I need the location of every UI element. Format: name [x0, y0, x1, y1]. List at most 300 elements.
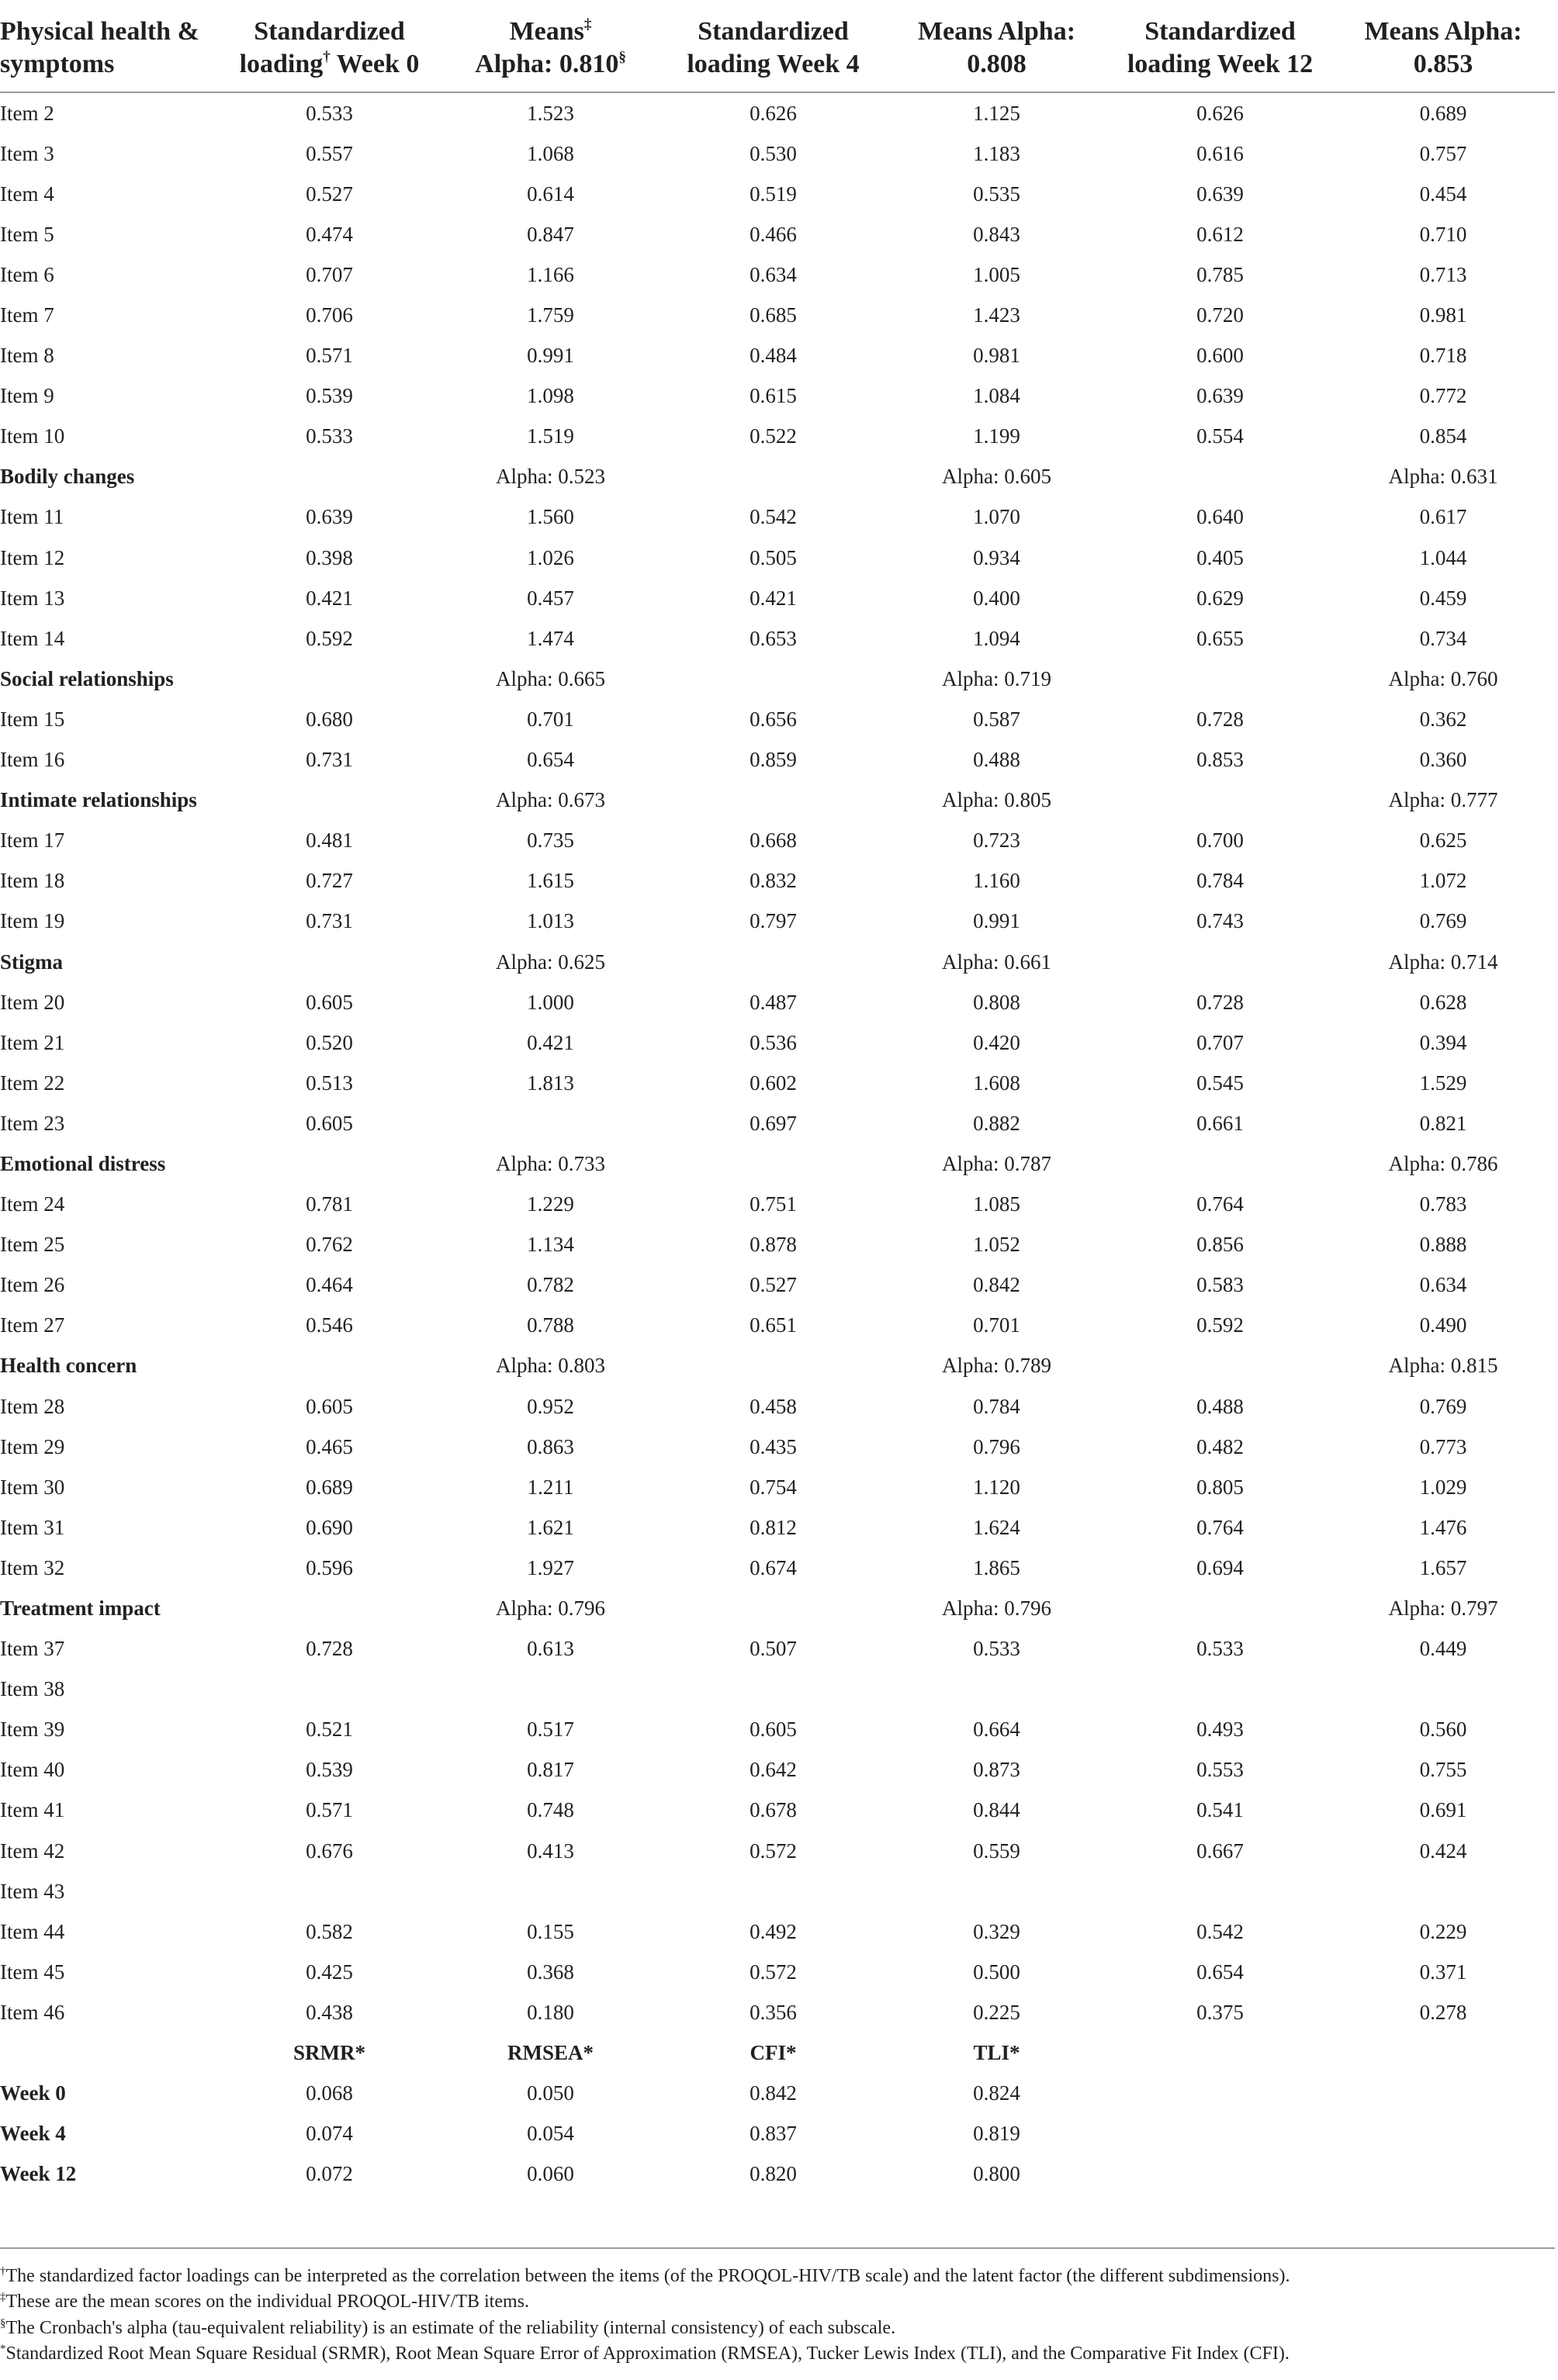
table-cell: 0.847 [527, 222, 574, 246]
row-label: Item 38 [0, 1677, 65, 1701]
table-cell: 0.421 [750, 586, 797, 610]
table-cell: 0.600 [1196, 344, 1244, 368]
table-cell: 0.728 [1196, 990, 1244, 1014]
row-label: Bodily changes [0, 465, 135, 489]
table-cell: 1.474 [527, 626, 574, 650]
table-cell: 0.691 [1419, 1798, 1467, 1822]
table-cell: 0.805 [1196, 1475, 1244, 1499]
row-label: Item 27 [0, 1313, 65, 1337]
table-cell: 0.674 [750, 1555, 797, 1579]
table-cell: Alpha: 0.719 [942, 666, 1051, 690]
footnote [0, 2289, 1555, 2315]
table-cell: 0.706 [306, 303, 353, 327]
header-means-week0: Means‡ Alpha: 0.810§ [475, 16, 626, 78]
table-cell: 1.026 [527, 545, 574, 569]
table-cell: 0.639 [1196, 384, 1244, 408]
table-cell [1331, 1669, 1555, 1710]
table-cell: 0.655 [1196, 626, 1244, 650]
table-cell: 0.773 [1419, 1434, 1467, 1458]
table-cell [662, 942, 885, 982]
table-cell: 0.842 [973, 1273, 1020, 1297]
row-label: Item 44 [0, 1919, 65, 1943]
table-cell: 0.542 [750, 505, 797, 529]
table-cell: 1.211 [527, 1475, 574, 1499]
fit-index-value: 0.824 [973, 2081, 1020, 2105]
table-row [0, 861, 1555, 901]
table-cell: 0.878 [750, 1233, 797, 1257]
table-cell: 0.527 [306, 182, 353, 206]
table-cell: Alpha: 0.786 [1388, 1151, 1498, 1175]
footnote-symbol: * [0, 2343, 6, 2356]
row-label: Item 29 [0, 1434, 65, 1458]
row-label: Item 25 [0, 1233, 65, 1257]
table-cell [220, 780, 439, 821]
table-cell: 0.668 [750, 829, 797, 853]
table-cell [662, 1588, 885, 1628]
table-cell: 0.629 [1196, 586, 1244, 610]
row-label: Item 17 [0, 829, 65, 853]
table-cell: 1.813 [527, 1071, 574, 1095]
table-cell: 0.784 [1196, 869, 1244, 893]
table-cell: 0.457 [527, 586, 574, 610]
table-cell: Alpha: 0.815 [1388, 1354, 1498, 1378]
table-row [0, 174, 1555, 214]
table-cell: 1.072 [1419, 869, 1467, 893]
table-cell: 0.435 [750, 1434, 797, 1458]
table-row [0, 1710, 1555, 1750]
table-row [0, 982, 1555, 1022]
row-label: Item 18 [0, 869, 65, 893]
table-cell: 1.125 [973, 101, 1020, 125]
table-row [0, 1992, 1555, 2032]
table-cell: 0.522 [750, 424, 797, 448]
table-cell: 0.690 [306, 1515, 353, 1539]
table-row [0, 1911, 1555, 1952]
table-row [0, 1831, 1555, 1871]
table-cell: 0.785 [1196, 262, 1244, 286]
results-table [0, 11, 1555, 2195]
table-cell: 0.676 [306, 1839, 353, 1863]
table-cell: 0.520 [306, 1030, 353, 1054]
table-row [0, 1467, 1555, 1507]
table-cell: 0.678 [750, 1798, 797, 1822]
row-label: Item 41 [0, 1798, 65, 1822]
table-cell: Alpha: 0.796 [496, 1596, 605, 1621]
table-cell: 0.685 [750, 303, 797, 327]
row-label: Item 39 [0, 1718, 65, 1742]
fit-index-value: 0.819 [973, 2122, 1020, 2146]
table-cell: 0.788 [527, 1313, 574, 1337]
table-cell: 1.029 [1419, 1475, 1467, 1499]
table-cell [662, 1669, 885, 1710]
table-cell: 0.844 [973, 1798, 1020, 1822]
fit-index-value: 0.074 [306, 2122, 353, 2146]
table-cell: 0.628 [1419, 990, 1467, 1014]
row-label: Item 32 [0, 1555, 65, 1579]
table-cell: 0.492 [750, 1919, 797, 1943]
table-cell: 0.613 [527, 1637, 574, 1661]
table-cell: 0.474 [306, 222, 353, 246]
table-cell: 0.454 [1419, 182, 1467, 206]
row-label: Item 13 [0, 586, 65, 610]
table-cell: Alpha: 0.777 [1388, 788, 1498, 812]
table-cell: 0.449 [1419, 1637, 1467, 1661]
row-label: Item 45 [0, 1960, 65, 1984]
row-label: Item 3 [0, 141, 54, 165]
table-cell: 0.553 [1196, 1758, 1244, 1782]
fit-index-value: 0.072 [306, 2162, 353, 2186]
fit-index-value: 0.820 [750, 2162, 797, 2186]
fit-row-label: Week 12 [0, 2162, 77, 2186]
table-cell [220, 659, 439, 699]
table-cell: 0.481 [306, 829, 353, 853]
table-cell: 0.517 [527, 1718, 574, 1742]
table-cell: 1.000 [527, 990, 574, 1014]
table-cell: 1.094 [973, 626, 1020, 650]
table-cell: 0.859 [750, 748, 797, 772]
table-cell: 0.796 [973, 1434, 1020, 1458]
table-cell [662, 457, 885, 497]
table-cell [220, 1143, 439, 1184]
table-cell: 1.070 [973, 505, 1020, 529]
table-cell: 1.621 [527, 1515, 574, 1539]
table-row [0, 1790, 1555, 1831]
row-label: Social relationships [0, 666, 174, 690]
table-row [0, 1750, 1555, 1790]
table-cell: 0.225 [973, 2000, 1020, 2024]
table-cell: 0.697 [750, 1111, 797, 1135]
table-cell: 1.183 [973, 141, 1020, 165]
table-row [0, 1103, 1555, 1143]
table-cell: 0.438 [306, 2000, 353, 2024]
section-row [0, 780, 1555, 821]
footnote-text: The standardized factor loadings can be interpreted as the correlation between the items (of the PROQOL-HIV/TB scale) and the latent factor (the different subdimensions). [5, 2266, 1290, 2286]
footnote-text: Standardized Root Mean Square Residual (SRMR), Root Mean Square Error of Approximation (RMSEA), Tucker Lewis Index (TLI), and the Comparative Fit Index (CFI). [5, 2344, 1290, 2364]
table-cell [220, 942, 439, 982]
table-cell: 0.458 [750, 1394, 797, 1418]
empty-cell [1331, 2154, 1555, 2195]
table-cell [1109, 1588, 1331, 1628]
table-cell: 0.596 [306, 1555, 353, 1579]
table-cell [662, 1346, 885, 1386]
table-cell: 0.545 [1196, 1071, 1244, 1095]
table-cell: 0.229 [1419, 1919, 1467, 1943]
table-cell: 1.134 [527, 1233, 574, 1257]
table-cell [439, 1871, 662, 1911]
table-cell: 0.368 [527, 1960, 574, 1984]
header-means-week4: Means Alpha: 0.808 [917, 17, 1076, 78]
table-cell: 0.571 [306, 344, 353, 368]
table-row [0, 1548, 1555, 1588]
table-cell: 1.085 [973, 1192, 1020, 1216]
table-cell: 1.084 [973, 384, 1020, 408]
table-cell: 0.513 [306, 1071, 353, 1095]
row-label: Item 37 [0, 1637, 65, 1661]
table-cell: 1.927 [527, 1555, 574, 1579]
row-label: Item 28 [0, 1394, 65, 1418]
row-label: Stigma [0, 950, 63, 974]
table-cell: 0.559 [973, 1839, 1020, 1863]
table-cell: 0.797 [750, 909, 797, 933]
table-cell: 0.546 [306, 1313, 353, 1337]
table-cell: 0.873 [973, 1758, 1020, 1782]
fit-index-header: TLI* [973, 2041, 1020, 2065]
row-label: Item 31 [0, 1515, 65, 1539]
table-cell: 0.405 [1196, 545, 1244, 569]
table-cell: 0.634 [750, 262, 797, 286]
table-cell: 0.981 [973, 344, 1020, 368]
empty-cell [1109, 2033, 1331, 2074]
fit-index-row [0, 2114, 1555, 2154]
table-cell [439, 1669, 662, 1710]
table-cell [1109, 1346, 1331, 1386]
table-cell: 0.843 [973, 222, 1020, 246]
table-row [0, 133, 1555, 174]
table-cell: 0.689 [1419, 101, 1467, 125]
table-cell: 0.605 [306, 1111, 353, 1135]
table-cell: 0.832 [750, 869, 797, 893]
table-cell: 0.817 [527, 1758, 574, 1782]
row-label: Item 40 [0, 1758, 65, 1782]
fit-index-header: CFI* [750, 2041, 797, 2065]
table-cell: 1.166 [527, 262, 574, 286]
row-label: Item 15 [0, 707, 65, 731]
table-cell: 0.535 [973, 182, 1020, 206]
table-cell: 0.952 [527, 1394, 574, 1418]
table-cell: 0.782 [527, 1273, 574, 1297]
table-cell: 0.694 [1196, 1555, 1244, 1579]
table-row [0, 1225, 1555, 1265]
table-cell [662, 780, 885, 821]
row-label: Item 16 [0, 748, 65, 772]
table-cell: 0.605 [306, 1394, 353, 1418]
table-cell: 0.571 [306, 1798, 353, 1822]
table-cell: 0.626 [750, 101, 797, 125]
table-cell [220, 1588, 439, 1628]
row-label: Item 11 [0, 505, 64, 529]
table-row [0, 699, 1555, 739]
table-cell: 0.991 [527, 344, 574, 368]
table-cell [220, 1669, 439, 1710]
table-cell: 0.533 [306, 424, 353, 448]
table-cell [220, 457, 439, 497]
table-cell: 0.762 [306, 1233, 353, 1257]
table-cell: 0.592 [1196, 1313, 1244, 1337]
header-physical-health: Physical health & symptoms [0, 17, 199, 78]
table-row [0, 497, 1555, 538]
table-cell: 0.539 [306, 384, 353, 408]
table-cell [220, 1346, 439, 1386]
table-cell: 1.160 [973, 869, 1020, 893]
table-row [0, 821, 1555, 861]
fit-index-header: SRMR* [293, 2041, 365, 2065]
table-cell: 1.476 [1419, 1515, 1467, 1539]
table-row [0, 1185, 1555, 1225]
table-cell: 0.605 [306, 990, 353, 1014]
table-cell: 0.667 [1196, 1839, 1244, 1863]
table-cell: 0.488 [973, 748, 1020, 772]
footnote-symbol: § [0, 2316, 6, 2330]
empty-cell [1331, 2114, 1555, 2154]
table-cell: 0.488 [1196, 1394, 1244, 1418]
table-cell: 1.759 [527, 303, 574, 327]
fit-index-blank-cell [0, 2033, 220, 2074]
row-label: Item 9 [0, 384, 54, 408]
table-row [0, 578, 1555, 618]
section-row [0, 659, 1555, 699]
fit-index-value: 0.068 [306, 2081, 353, 2105]
fit-index-value: 0.054 [527, 2122, 574, 2146]
row-label: Item 2 [0, 101, 54, 125]
row-label: Item 46 [0, 2000, 65, 2024]
table-cell: 0.764 [1196, 1192, 1244, 1216]
table-cell: 0.612 [1196, 222, 1244, 246]
table-cell: Alpha: 0.631 [1388, 465, 1498, 489]
table-cell: 1.120 [973, 1475, 1020, 1499]
table-cell: 0.755 [1419, 1758, 1467, 1782]
table-cell: 0.723 [973, 829, 1020, 853]
table-cell: Alpha: 0.760 [1388, 666, 1498, 690]
table-cell: 0.863 [527, 1434, 574, 1458]
row-label: Item 42 [0, 1839, 65, 1863]
table-row [0, 417, 1555, 457]
section-row [0, 457, 1555, 497]
table-cell: 0.425 [306, 1960, 353, 1984]
table-cell: Alpha: 0.796 [942, 1596, 1051, 1621]
table-cell: 0.639 [1196, 182, 1244, 206]
table-cell: 0.614 [527, 182, 574, 206]
fit-index-header: RMSEA* [507, 2041, 594, 2065]
table-cell: 0.602 [750, 1071, 797, 1095]
footnote-text: These are the mean scores on the individual PROQOL-HIV/TB items. [5, 2292, 530, 2313]
table-cell: 0.728 [1196, 707, 1244, 731]
table-cell: 0.680 [306, 707, 353, 731]
table-cell: 0.572 [750, 1839, 797, 1863]
table-cell: 0.654 [527, 748, 574, 772]
fit-index-value: 0.800 [973, 2162, 1020, 2186]
row-label: Item 19 [0, 909, 65, 933]
table-cell: 0.533 [306, 101, 353, 125]
table-cell [885, 1669, 1109, 1710]
table-cell: 0.484 [750, 344, 797, 368]
section-row [0, 1588, 1555, 1628]
table-cell: 0.536 [750, 1030, 797, 1054]
table-cell: 0.539 [306, 1758, 353, 1782]
table-cell: 0.155 [527, 1919, 574, 1943]
table-cell: 0.734 [1419, 626, 1467, 650]
footnote-symbol: ‡ [0, 2291, 6, 2304]
table-row [0, 336, 1555, 376]
table-cell: 0.362 [1419, 707, 1467, 731]
table-cell: 0.521 [306, 1718, 353, 1742]
table-cell: 0.482 [1196, 1434, 1244, 1458]
table-cell: 1.013 [527, 909, 574, 933]
table-cell: 0.654 [1196, 1960, 1244, 1984]
footnote [0, 2316, 1555, 2341]
table-cell: 0.398 [306, 545, 353, 569]
table-row [0, 295, 1555, 335]
table-footnotes [0, 2264, 1555, 2368]
table-row [0, 1022, 1555, 1063]
table-cell: 1.052 [973, 1233, 1020, 1257]
table-cell: 1.560 [527, 505, 574, 529]
table-cell: Alpha: 0.661 [942, 950, 1051, 974]
table-row [0, 1952, 1555, 1992]
empty-cell [1109, 2074, 1331, 2114]
table-cell: 0.554 [1196, 424, 1244, 448]
table-cell: 0.731 [306, 909, 353, 933]
table-cell [885, 1871, 1109, 1911]
table-cell [662, 1871, 885, 1911]
section-row [0, 942, 1555, 982]
table-row [0, 1265, 1555, 1306]
table-row [0, 1629, 1555, 1669]
table-cell: 0.689 [306, 1475, 353, 1499]
table-cell: 0.625 [1419, 829, 1467, 853]
table-cell: 0.735 [527, 829, 574, 853]
table-cell [662, 1143, 885, 1184]
table-cell: 0.533 [1196, 1637, 1244, 1661]
table-row [0, 1427, 1555, 1467]
row-label: Item 4 [0, 182, 54, 206]
footnote-text: The Cronbach's alpha (tau-equivalent reliability) is an estimate of the reliability (internal consistency) of each subscale. [5, 2317, 896, 2338]
table-cell: 0.356 [750, 2000, 797, 2024]
table-cell: 0.731 [306, 748, 353, 772]
table-cell: 0.400 [973, 586, 1020, 610]
table-cell: 0.710 [1419, 222, 1467, 246]
table-cell: 0.720 [1196, 303, 1244, 327]
table-cell: 0.784 [973, 1394, 1020, 1418]
table-cell: 0.616 [1196, 141, 1244, 165]
table-cell: 0.772 [1419, 384, 1467, 408]
table-cell: 0.934 [973, 545, 1020, 569]
table-cell: 0.605 [750, 1718, 797, 1742]
row-label: Item 43 [0, 1879, 65, 1903]
table-cell [1109, 1143, 1331, 1184]
row-label: Item 6 [0, 262, 54, 286]
header-means-week12: Means Alpha: 0.853 [1364, 17, 1522, 78]
row-label: Treatment impact [0, 1596, 161, 1621]
table-cell [1109, 659, 1331, 699]
fit-index-row [0, 2074, 1555, 2114]
table-row [0, 901, 1555, 942]
table-cell: 0.507 [750, 1637, 797, 1661]
table-cell: 0.701 [973, 1313, 1020, 1337]
table-cell: 1.615 [527, 869, 574, 893]
fit-index-value: 0.060 [527, 2162, 574, 2186]
table-cell: 0.592 [306, 626, 353, 650]
table-cell: 0.533 [973, 1637, 1020, 1661]
fit-row-label: Week 4 [0, 2122, 66, 2146]
table-cell: 0.626 [1196, 101, 1244, 125]
section-row [0, 1346, 1555, 1386]
table-cell: 1.608 [973, 1071, 1020, 1095]
table-cell: Alpha: 0.673 [496, 788, 605, 812]
table-cell: 0.371 [1419, 1960, 1467, 1984]
header-loading-week4: Standardized loading Week 4 [687, 17, 860, 78]
table-cell [1109, 457, 1331, 497]
table-cell: 0.493 [1196, 1718, 1244, 1742]
table-cell: 1.068 [527, 141, 574, 165]
table-cell [439, 1103, 662, 1143]
table-cell: 0.583 [1196, 1273, 1244, 1297]
footnote [0, 2264, 1555, 2289]
table-cell [1109, 942, 1331, 982]
table-row [0, 740, 1555, 780]
table-cell: 0.541 [1196, 1798, 1244, 1822]
table-cell: 0.769 [1419, 1394, 1467, 1418]
table-cell: 0.651 [750, 1313, 797, 1337]
